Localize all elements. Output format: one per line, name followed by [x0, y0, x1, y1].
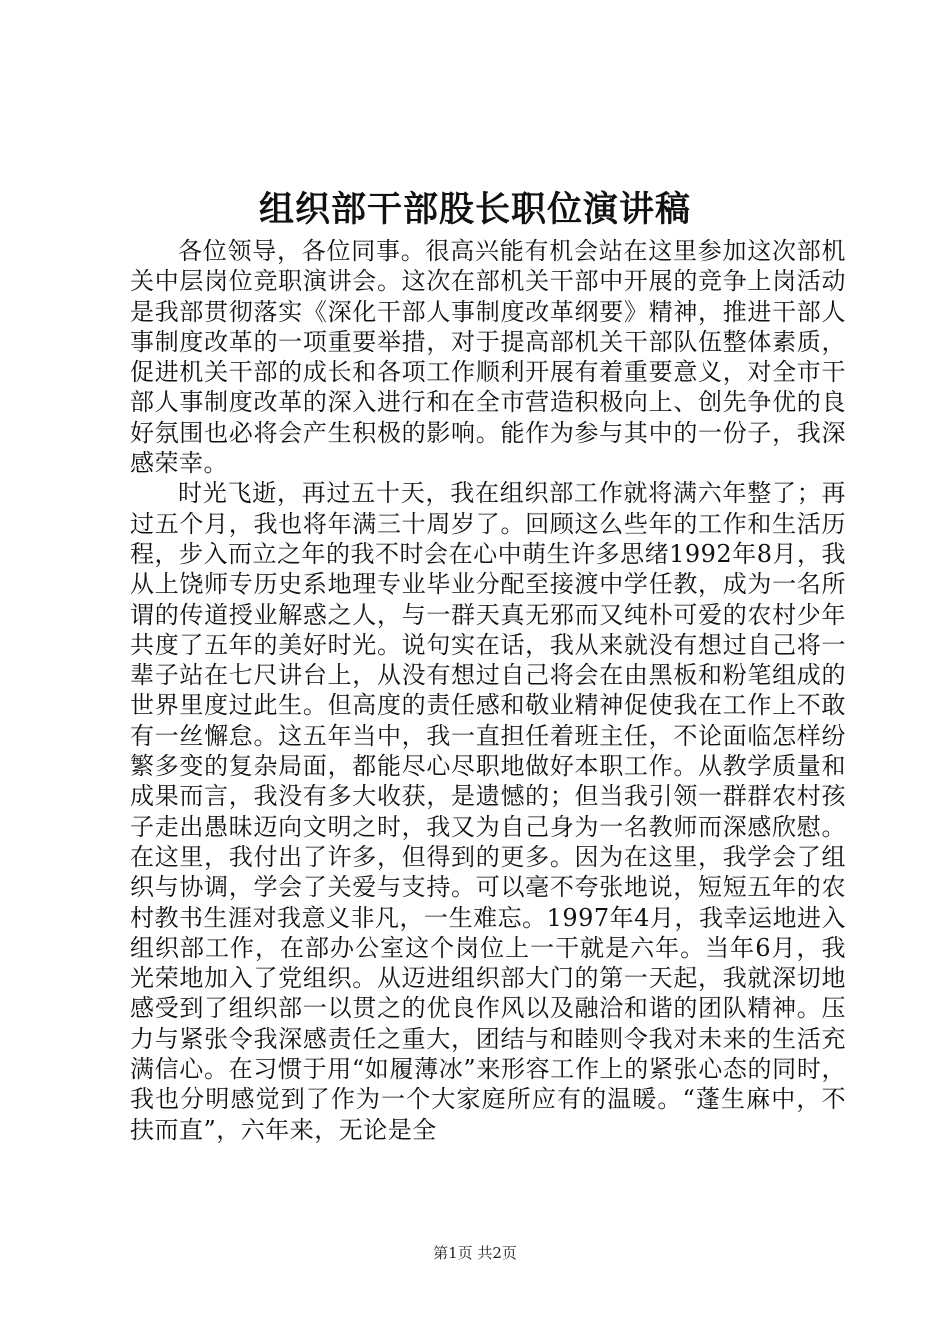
paragraph-1: 各位领导，各位同事。很高兴能有机会站在这里参加这次部机关中层岗位竞职演讲会。这次在部机关干部中开展的竞争上岗活动是我部贯彻落实《深化干部人事制度改革纲要》精神，推进干部人事制度改革的一项重要举措，对于提高部机关干部队伍整体素质，促进机关干部的成长和各项工作顺利开展有着重要意义，对全市干部人事制度改革的深入进行和在全市营造积极向上、创先争优的良好氛围也必将会产生积极的影响。能作为参与其中的一份子，我深感荣幸。	[130, 237, 846, 478]
page-number-footer: 第1页 共2页	[433, 1244, 517, 1262]
document-body	[130, 236, 846, 1145]
document-title: 组织部干部股长职位演讲稿	[258, 189, 691, 230]
paragraph-2: 时光飞逝，再过五十天，我在组织部工作就将满六年整了；再过五个月，我也将年满三十周岁了。回顾这么些年的工作和生活历程，步入而立之年的我不时会在心中萌生许多思绪1992年8月，我从上饶师专历史系地理专业毕业分配至接渡中学任教，成为一名所谓的传道授业解惑之人，与一群天真无邪而又纯朴可爱的农村少年共度了五年的美好时光。说句实在话，我从来就没有想过自己将一辈子站在七尺讲台上，从没有想过自己将会在由黑板和粉笔组成的世界里度过此生。但高度的责任感和敬业精神促使我在工作上不敢有一丝懈怠。这五年当中，我一直担任着班主任，不论面临怎样纷繁多变的复杂局面，都能尽心尽职地做好本职工作。从教学质量和成果而言，我没有多大收获，是遗憾的；但当我引领一群群农村孩子走出愚昧迈向文明之时，我又为自己身为一名教师而深感欣慰。在这里，我付出了许多，但得到的更多。因为在这里，我学会了组织与协调，学会了关爱与支持。可以毫不夸张地说，短短五年的农村教书生涯对我意义非凡，一生难忘。1997年4月，我幸运地进入组织部工作，在部办公室这个岗位上一干就是六年。当年6月，我光荣地加入了党组织。从迈进组织部大门的第一天起，我就深切地感受到了组织部一以贯之的优良作风以及融洽和谐的团队精神。压力与紧张令我深感责任之重大，团结与和睦则令我对未来的生活充满信心。在习惯于用“如履薄冰”来形容工作上的紧张心态的同时，我也分明感觉到了作为一个大家庭所应有的温暖。“蓬生麻中，不扶而直”，六年来，无论是全	[130, 479, 846, 1144]
